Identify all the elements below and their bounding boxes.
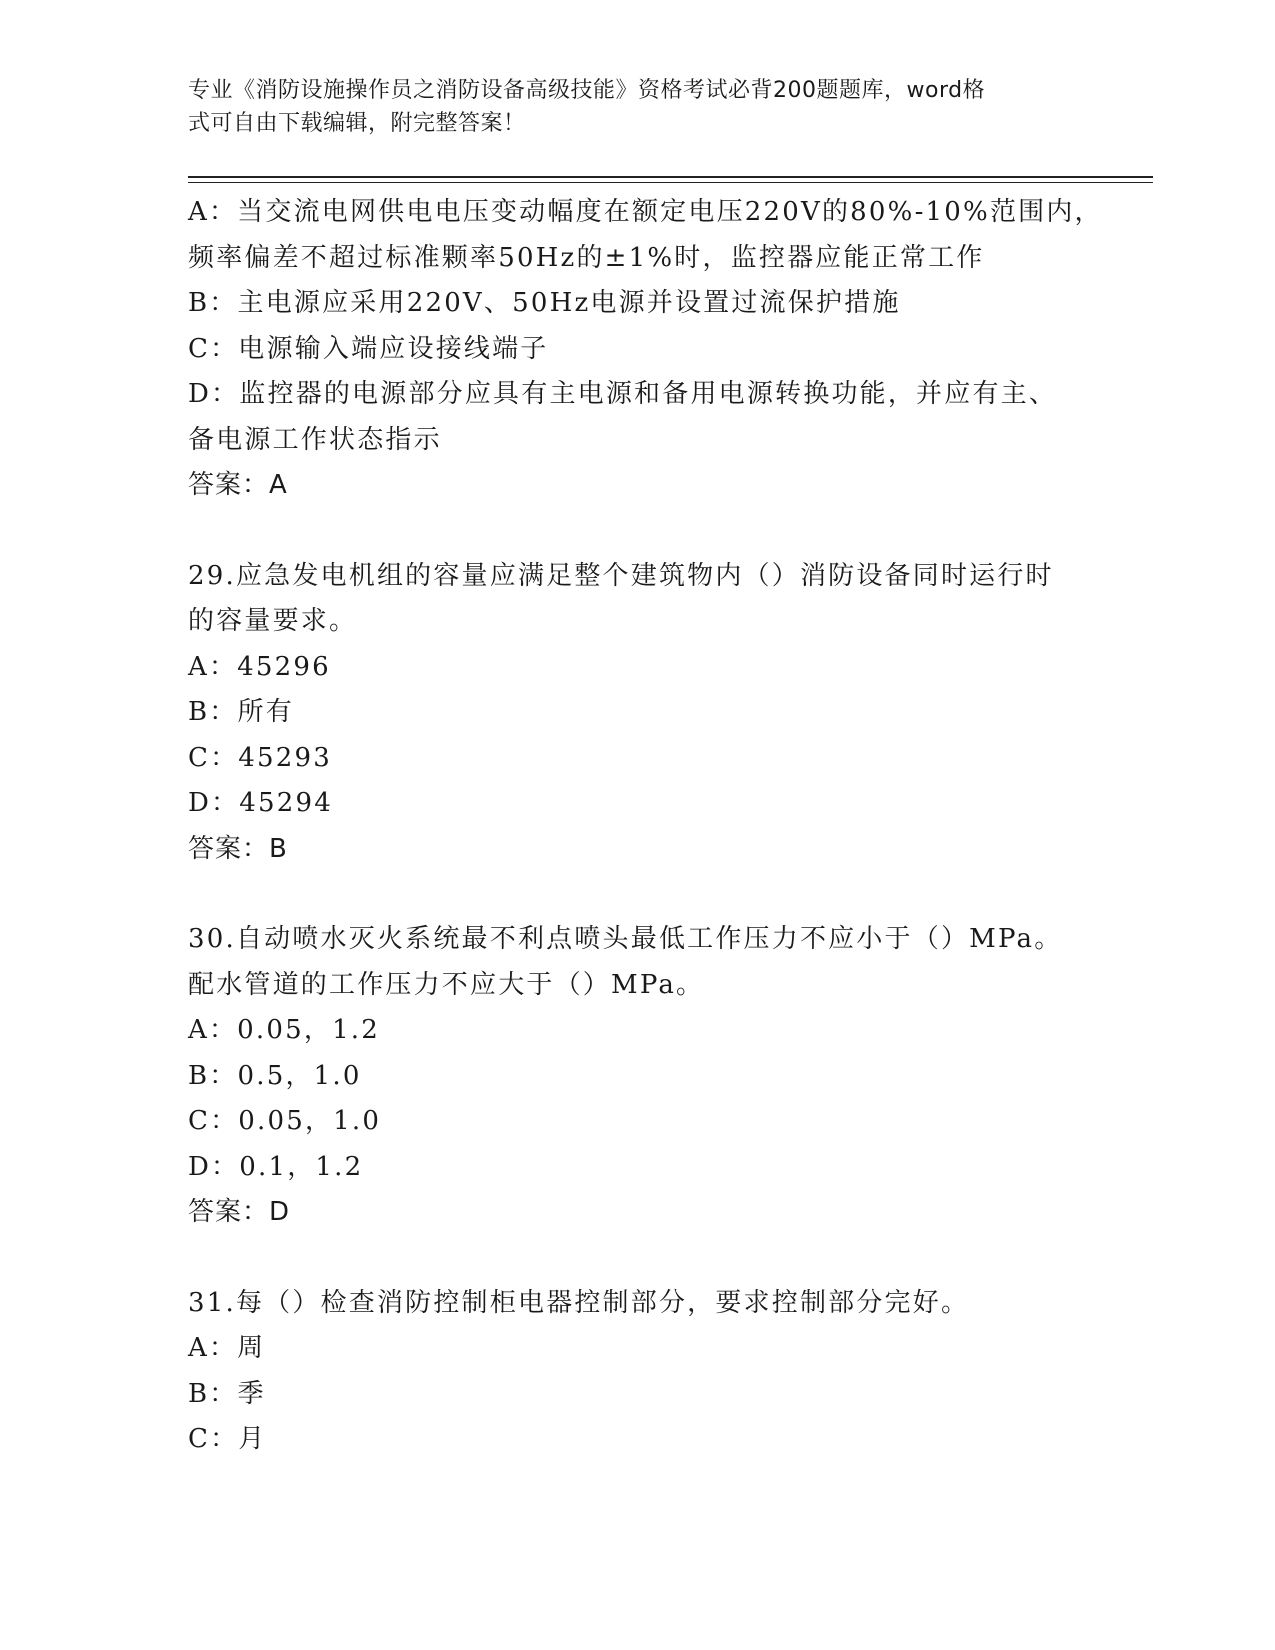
option-d: D：0.1，1.2	[188, 1151, 364, 1182]
document-header	[188, 74, 1068, 140]
question-31	[188, 1281, 1088, 1463]
spacer	[188, 1236, 1088, 1281]
question-stem-line-2: 的容量要求。	[188, 606, 358, 636]
answer-label: 答案：A	[188, 470, 288, 500]
option-b: B：所有	[188, 697, 294, 727]
header-divider-thick	[188, 176, 1153, 178]
question-stem-line-2: 配水管道的工作压力不应大于（）MPa。	[188, 969, 705, 1000]
option-a: A：45296	[188, 651, 331, 682]
question-stem-line-1: 30.自动喷水灭火系统最不利点喷头最低工作压力不应小于（）MPa。	[188, 924, 1063, 954]
question-list	[188, 190, 1103, 1463]
option-b: B：主电源应采用220V、50Hz电源并设置过流保护措施	[188, 288, 901, 318]
spacer	[188, 872, 1088, 917]
option-c: C：45293	[188, 742, 333, 773]
header-divider-thin	[188, 182, 1153, 183]
option-a-line-2: 频率偏差不超过标准颗率50Hz的±1%时，监控器应能正常工作	[188, 242, 985, 273]
question-28	[188, 190, 1103, 509]
spacer	[188, 509, 1088, 554]
header-line-1: 专业《消防设施操作员之消防设备高级技能》资格考试必背200题题库，word格	[188, 78, 986, 103]
question-30	[188, 917, 1088, 1236]
question-stem-line-1: 31.每（）检查消防控制柜电器控制部分，要求控制部分完好。	[188, 1287, 970, 1318]
option-a-line-1: A：当交流电网供电电压变动幅度在额定电压220V的80%-10%范围内，	[188, 197, 1103, 227]
option-d: D：45294	[188, 788, 333, 818]
option-a: A：0.05，1.2	[188, 1015, 381, 1045]
answer-label: 答案：D	[188, 1197, 291, 1227]
answer-label: 答案：B	[188, 833, 288, 864]
question-stem-line-1: 29.应急发电机组的容量应满足整个建筑物内（）消防设备同时运行时	[188, 560, 1054, 591]
option-c: C：月	[188, 1424, 267, 1454]
option-c: C：电源输入端应设接线端子	[188, 333, 549, 364]
option-a: A：周	[188, 1333, 266, 1363]
option-c: C：0.05，1.0	[188, 1106, 382, 1136]
question-29	[188, 554, 1088, 873]
option-b: B：0.5，1.0	[188, 1060, 362, 1091]
option-d-line-1: D：监控器的电源部分应具有主电源和备用电源转换功能，并应有主、	[188, 379, 1058, 409]
header-line-2: 式可自由下载编辑，附完整答案！	[188, 111, 526, 136]
option-d-line-2: 备电源工作状态指示	[188, 424, 442, 455]
option-b: B：季	[188, 1378, 266, 1409]
